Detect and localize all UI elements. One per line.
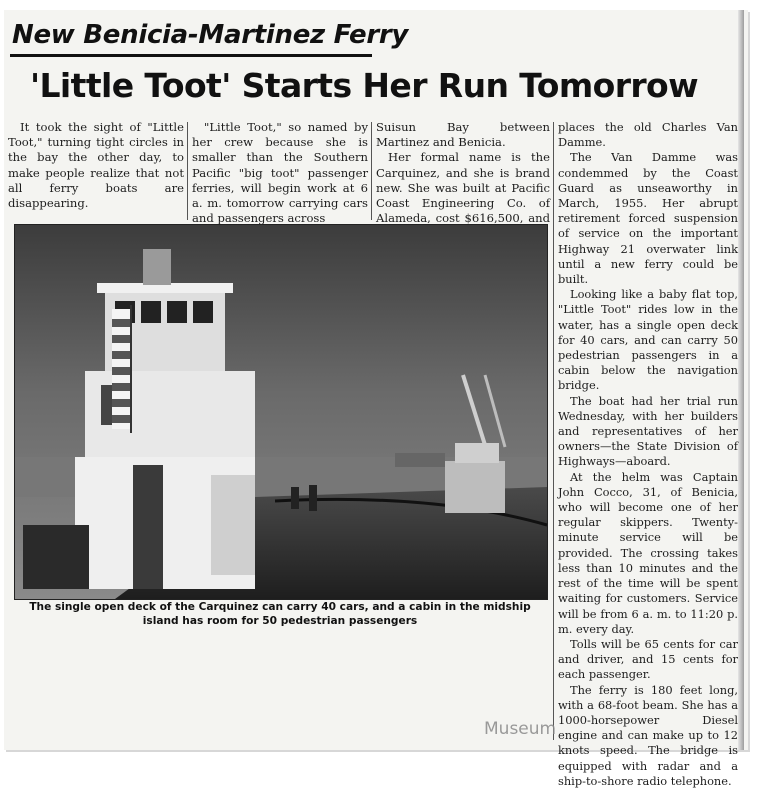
american-flag: [112, 305, 131, 433]
column-4-paragraph-3: Looking like a baby flat top, "Little Toot" rides low in the water, has a single open deck for 40 cars, and can carry 50 pedestrian passengers in a cabin below the navigation bridge.: [558, 287, 738, 393]
column-4-paragraph-4: The boat had her trial run Wednesday, with her builders and representatives of her owners—the State Division of Highways—aboard.: [558, 393, 738, 469]
column-4-paragraph-2: The Van Damme was condemmed by the Coast Guard as unseaworthy in March, 1955. Her abrupt retirement forced suspension of service on the important Highway 21 overwater link until a new ferry could be built.: [558, 150, 738, 287]
photo-caption: The single open deck of the Carquinez can carry 40 cars, and a cabin in the midship island has room for 50 pedestrian passengers: [29, 601, 531, 627]
column-1-paragraph: It took the sight of "Little Toot," turning tight circles in the bay the other day, to make people realize that not all ferry boats are disappearing.: [8, 120, 184, 211]
article-column-1: [8, 120, 184, 211]
foreground-bollard: [23, 525, 89, 589]
main-headline: 'Little Toot' Starts Her Run Tomorrow: [30, 66, 699, 105]
kicker-headline: New Benicia-Martinez Ferry: [12, 20, 409, 50]
column-divider: [553, 122, 554, 740]
article-column-2: [192, 120, 368, 226]
column-3-paragraph-1: Suisun Bay between Martinez and Benicia.: [376, 120, 550, 150]
article-column-4: [558, 120, 738, 788]
clipping-edge-shadow: [738, 10, 744, 750]
museum-watermark: Museum: [484, 719, 557, 739]
column-2-paragraph: "Little Toot," so named by her crew because she is smaller than the Southern Pacific "big toot" passenger ferries, will begin work at 6 a. m. tomorrow carrying cars and passengers across: [192, 120, 368, 226]
column-divider: [187, 122, 188, 220]
column-3-paragraph-2: Her formal name is the Carquinez, and she is brand new. She was built at Pacific Coast Engineering Co. of Alameda, cost $616,500, and: [376, 150, 550, 226]
column-4-paragraph-5: At the helm was Captain John Cocco, 31, of Benicia, who will become one of her regular skippers. Twenty-minute service will be provided. The crossing takes less than 10 minutes and the rest of the time will be spent waiting for customers. Service will be from 6 a. m. to 11:20 p. m. every day.: [558, 469, 738, 636]
column-4-paragraph-6: Tolls will be 65 cents for car and driver, and 15 cents for each passenger.: [558, 636, 738, 682]
column-4-paragraph-7: The ferry is 180 feet long, with a 68-foot beam. She has a 1000-horsepower Diesel engine and can make up to 12 knots speed. The bridge is equipped with radar and a ship-to-shore radio telephone.: [558, 682, 738, 788]
ferry-photo: [14, 224, 548, 600]
column-divider: [371, 122, 372, 220]
kicker-underline: [10, 54, 372, 57]
column-4-paragraph-1: places the old Charles Van Damme.: [558, 120, 738, 150]
